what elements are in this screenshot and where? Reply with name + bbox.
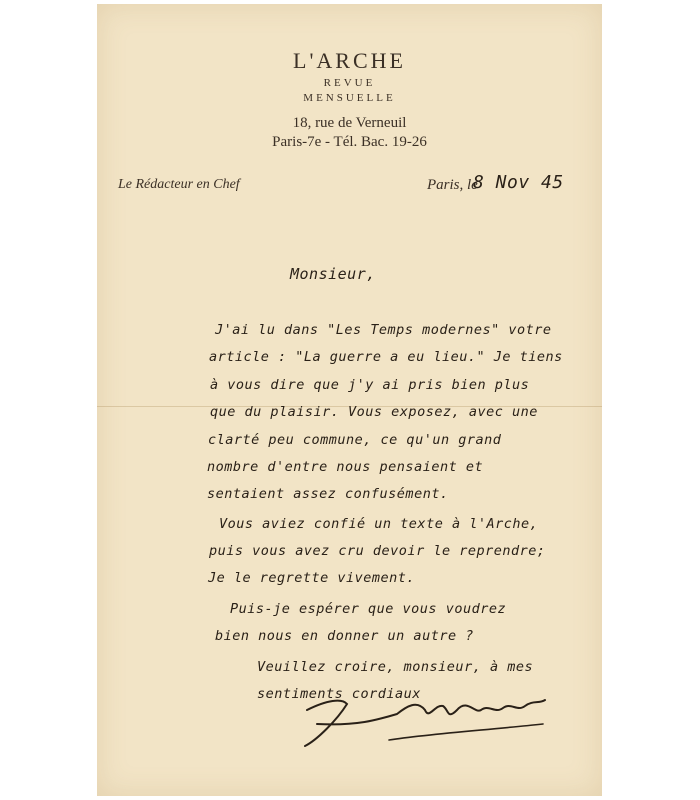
body-line: que du plaisir. Vous exposez, avec une (210, 404, 538, 420)
printed-role: Le Rédacteur en Chef (118, 177, 240, 192)
letterhead-city-phone: Paris-7e - Tél. Bac. 19-26 (272, 134, 427, 150)
letter-page (97, 4, 602, 796)
body-line: Je le regrette vivement. (208, 570, 416, 586)
body-line: clarté peu commune, ce qu'un grand (208, 432, 502, 448)
body-line: Puis-je espérer que vous voudrez (230, 601, 507, 617)
body-line: puis vous avez cru devoir le reprendre; (209, 543, 546, 559)
body-line: Vous aviez confié un texte à l'Arche, (219, 516, 539, 532)
letterhead-subtitle-mensuelle: MENSUELLE (303, 92, 396, 104)
letterhead-address: 18, rue de Verneuil (292, 115, 407, 131)
body-line: sentiments cordiaux (257, 686, 421, 702)
letterhead-subtitle-revue: REVUE (323, 77, 376, 89)
handwritten-date: 8 Nov 45 (473, 172, 564, 193)
body-line: nombre d'entre nous pensaient et (207, 459, 484, 475)
body-line: J'ai lu dans "Les Temps modernes" votre (215, 322, 552, 338)
body-line: sentaient assez confusément. (207, 486, 449, 502)
salutation: Monsieur, (290, 265, 376, 283)
body-line: bien nous en donner un autre ? (215, 628, 474, 644)
letterhead-title: L'ARCHE (293, 48, 406, 73)
signature (297, 680, 557, 760)
printed-place: Paris, le (427, 177, 478, 193)
body-line: à vous dire que j'y ai pris bien plus (210, 377, 530, 393)
body-line: article : "La guerre a eu lieu." Je tiens (209, 349, 563, 365)
body-line: Veuillez croire, monsieur, à mes (257, 659, 534, 675)
